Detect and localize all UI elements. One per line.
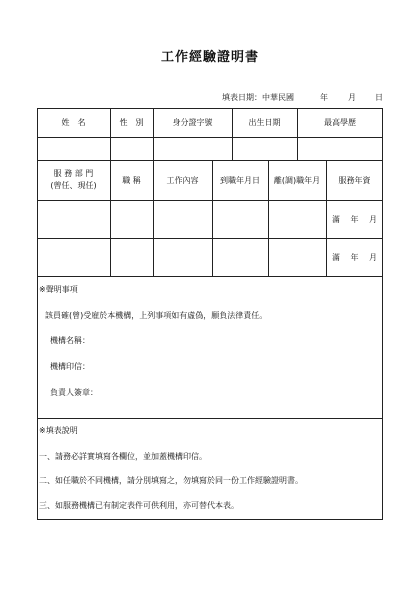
header-birth-date: 出生日期 [248,118,281,127]
org-seal-label: 機構印信： [50,362,90,371]
header-service-years: 服務年資 [338,176,371,185]
divider [37,418,383,419]
service-years-cell: 滿 年 月 [331,253,378,262]
header-job-content: 工作內容 [166,176,199,185]
divider [37,276,383,277]
org-name-label: 機構名稱： [50,336,90,345]
service-years-cell: 滿 年 月 [331,215,378,224]
divider [37,160,383,161]
header-start-date: 到職年月日 [220,176,260,185]
header-department: 服 務 部 門 [53,169,94,178]
document-title: 工作經驗證明書 [160,50,259,65]
header-name: 姓 名 [61,118,86,127]
header-end-date: 離(調)職年月 [273,176,321,185]
divider [232,108,233,160]
header-gender: 性 別 [119,118,144,127]
instruction-item: 三、如服務機構已有制定表件可供利用，亦可替代本表。 [39,501,239,510]
instruction-item: 二、如任職於不同機構，請分別填寫之，勿填寫於同一份工作經驗證明書。 [39,476,303,485]
fill-date-month: 月 [348,93,356,102]
header-job-title: 職 稱 [122,176,141,185]
header-id-number: 身分證字號 [172,118,213,127]
signer-label: 負責人簽章： [50,388,98,397]
fill-date-day: 日 [375,93,383,102]
divider [153,108,154,160]
divider [37,137,383,138]
fill-date-label: 填表日期：中華民國 [222,93,294,102]
header-department-note: (曾任、現任) [50,181,97,190]
divider [37,238,383,239]
divider [110,108,111,160]
instruction-item: 一、請務必詳實填寫各欄位，並加蓋機構印信。 [39,452,207,461]
header-education: 最高學歷 [324,118,356,127]
declaration-heading: ※聲明事項 [39,285,78,294]
divider [37,200,383,201]
divider [297,108,298,160]
fill-date-year: 年 [320,93,328,102]
declaration-statement: 該員確(曾)受雇於本機構，上列事項如有虛偽，願負法律責任。 [45,311,268,320]
instructions-heading: ※填表說明 [39,426,78,435]
